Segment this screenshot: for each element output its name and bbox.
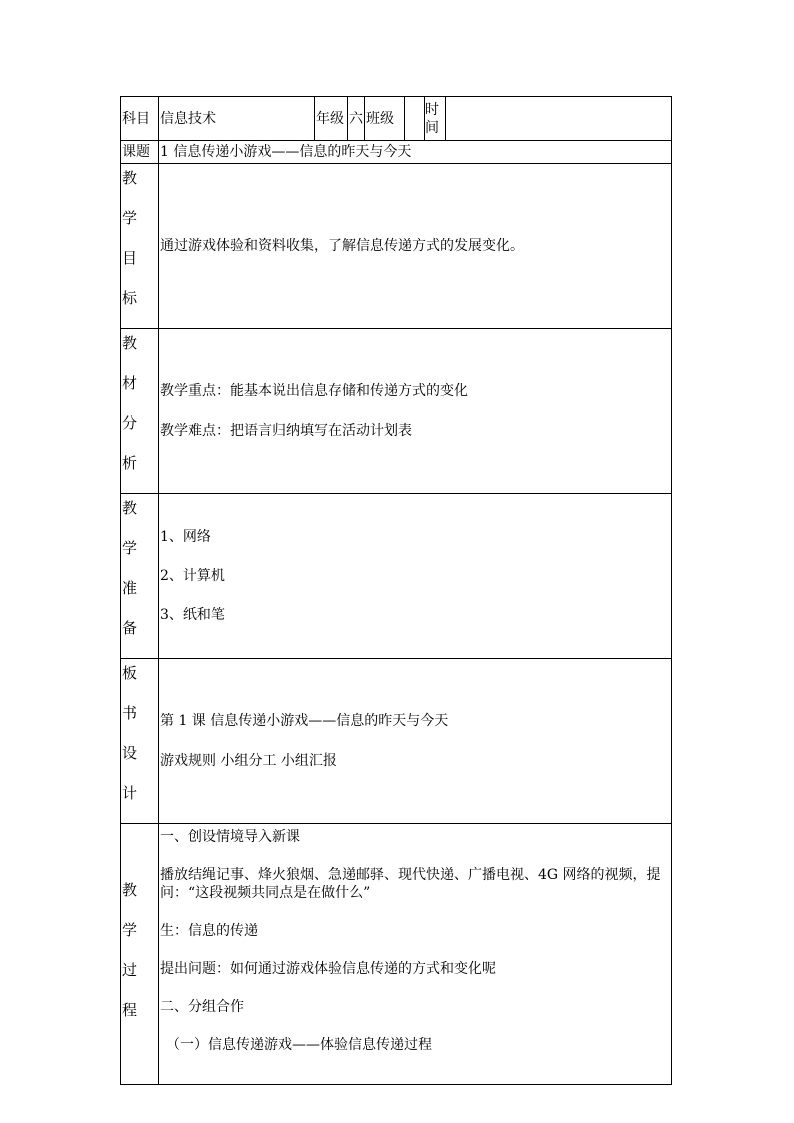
analysis-line: 教学难点：把语言归纳填写在活动计划表 bbox=[160, 423, 412, 439]
prep-content bbox=[159, 494, 672, 659]
process-label-char: 程 bbox=[122, 1001, 138, 1019]
board-line: 游戏规则 小组分工 小组汇报 bbox=[160, 753, 337, 769]
goals-label-char: 学 bbox=[122, 209, 138, 227]
prep-label bbox=[121, 494, 159, 659]
prep-line: 3、纸和笔 bbox=[160, 607, 225, 623]
board-label-char: 设 bbox=[122, 744, 138, 762]
analysis-row bbox=[121, 329, 672, 494]
lesson-label: 课题 bbox=[121, 141, 159, 164]
board-label bbox=[121, 659, 159, 824]
analysis-label-char: 教 bbox=[122, 334, 138, 352]
subject-label: 科目 bbox=[121, 97, 159, 141]
prep-label-char: 准 bbox=[122, 579, 138, 597]
class-label: 班级 bbox=[365, 97, 405, 141]
process-content bbox=[159, 824, 672, 1085]
goals-label-char: 教 bbox=[122, 169, 138, 187]
lesson-title: 1 信息传递小游戏——信息的昨天与今天 bbox=[159, 141, 672, 164]
time-label-line-1: 时 bbox=[425, 101, 439, 118]
grade-value: 六 bbox=[348, 97, 365, 141]
board-content bbox=[159, 659, 672, 824]
goals-content bbox=[159, 164, 672, 329]
goals-label bbox=[121, 164, 159, 329]
prep-label-char: 学 bbox=[122, 539, 138, 557]
process-line: （一）信息传递游戏——体验信息传递过程 bbox=[166, 1037, 432, 1053]
process-line: 一、创设情境导入新课 bbox=[160, 829, 300, 845]
analysis-label-char: 材 bbox=[122, 374, 138, 392]
grade-label: 年级 bbox=[315, 97, 348, 141]
analysis-label-char: 分 bbox=[122, 414, 138, 432]
board-line: 第 1 课 信息传递小游戏——信息的昨天与今天 bbox=[160, 713, 449, 729]
board-label-char: 书 bbox=[122, 704, 138, 722]
time-label-line-2: 间 bbox=[425, 119, 439, 136]
process-label-char: 过 bbox=[122, 961, 138, 979]
process-label bbox=[121, 824, 159, 1085]
subject-value: 信息技术 bbox=[159, 97, 315, 141]
lesson-plan-table bbox=[120, 96, 672, 1085]
process-line: 二、分组合作 bbox=[160, 999, 244, 1015]
goals-line: 通过游戏体验和资料收集，了解信息传递方式的发展变化。 bbox=[160, 238, 524, 254]
process-line: 提出问题：如何通过游戏体验信息传递的方式和变化呢 bbox=[160, 961, 496, 977]
analysis-line: 教学重点：能基本说出信息存储和传递方式的变化 bbox=[160, 383, 468, 399]
analysis-label-char: 析 bbox=[122, 454, 138, 472]
lesson-row bbox=[121, 141, 672, 164]
prep-line: 2、计算机 bbox=[160, 568, 225, 584]
process-line: 生：信息的传递 bbox=[160, 923, 258, 939]
board-label-char: 板 bbox=[122, 664, 138, 682]
prep-label-char: 备 bbox=[122, 619, 138, 637]
process-label-char: 教 bbox=[122, 881, 138, 899]
time-value bbox=[446, 97, 672, 141]
goals-label-char: 目 bbox=[122, 249, 138, 267]
class-value bbox=[405, 97, 425, 141]
process-row bbox=[121, 824, 672, 1085]
goals-row bbox=[121, 164, 672, 329]
goals-label-char: 标 bbox=[122, 289, 138, 307]
analysis-label bbox=[121, 329, 159, 494]
analysis-content bbox=[159, 329, 672, 494]
prep-label-char: 教 bbox=[122, 499, 138, 517]
header-row bbox=[121, 97, 672, 141]
board-label-char: 计 bbox=[122, 784, 138, 802]
process-line: 播放结绳记事、烽火狼烟、急递邮驿、现代快递、广播电视、4G 网络的视频，提问：“这段视频共同点是在做什么” bbox=[160, 867, 661, 901]
time-label bbox=[425, 97, 446, 141]
board-row bbox=[121, 659, 672, 824]
process-label-char: 学 bbox=[122, 921, 138, 939]
prep-row bbox=[121, 494, 672, 659]
prep-line: 1、网络 bbox=[160, 529, 211, 545]
